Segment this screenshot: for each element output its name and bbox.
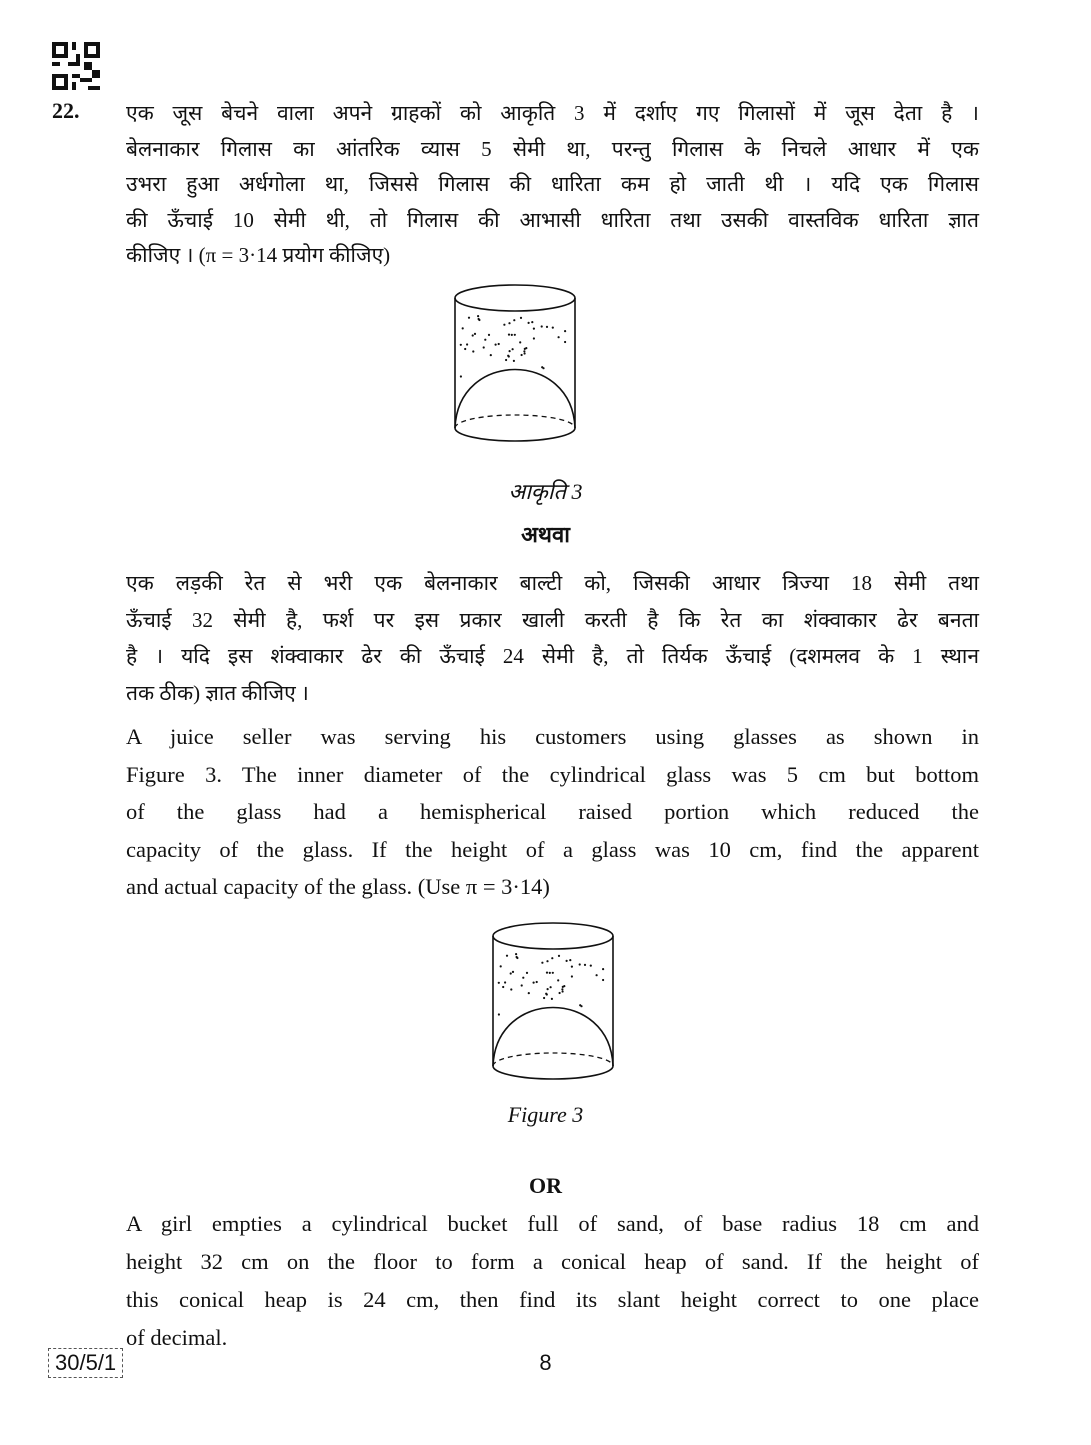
figure-3-hindi-glass: [450, 280, 580, 445]
text-line: height 32 cm on the floor to form a conical heap of sand. If the height of: [126, 1249, 979, 1274]
text-line: A juice seller was serving his customers using glasses as shown in: [126, 724, 979, 749]
text-line: A girl empties a cylindrical bucket full of sand, of base radius 18 cm and: [126, 1211, 979, 1236]
text-line: कीजिए । (π = 3·14 प्रयोग कीजिए): [126, 243, 391, 267]
figure-caption: Figure 3: [507, 1102, 584, 1127]
text-line: तक ठीक) ज्ञात कीजिए ।: [126, 680, 309, 705]
figure-3-glass: [488, 918, 618, 1083]
question-number: 22.: [52, 98, 80, 123]
or-label: OR: [529, 1173, 562, 1198]
text-line: and actual capacity of the glass. (Use π = 3·14): [126, 874, 550, 899]
text-line: this conical heap is 24 cm, then find its slant height correct to one place: [126, 1287, 979, 1312]
qr-code: [52, 42, 100, 90]
text-line: की ऊँचाई 10 सेमी थी, तो गिलास की आभासी धारिता तथा उसकी वास्तविक धारिता ज्ञात: [126, 207, 979, 232]
hindi-figure-caption: आकृति 3: [508, 479, 583, 504]
page-number: 8: [539, 1350, 552, 1375]
text-line: Figure 3. The inner diameter of the cylindrical glass was 5 cm but bottom: [126, 761, 979, 787]
text-line: है । यदि इस शंक्वाकार ढेर की ऊँचाई 24 सेमी है, तो तिर्यक ऊँचाई (दशमलव के 1 स्थान: [126, 644, 979, 668]
text-line: एक जूस बेचने वाला अपने ग्राहकों को आकृति 3 में दर्शाए गए गिलासों में जूस देता है ।: [126, 101, 979, 125]
text-line: बेलनाकार गिलास का आंतरिक व्यास 5 सेमी था, परन्तु गिलास के निचले आधार में एक: [126, 136, 979, 161]
text-line: of the glass had a hemispherical raised portion which reduced the: [126, 799, 979, 824]
hindi-or-label: अथवा: [521, 522, 570, 547]
text-line: एक लड़की रेत से भरी एक बेलनाकार बाल्टी को, जिसकी आधार त्रिज्या 18 सेमी तथा: [126, 571, 979, 595]
paper-code: 30/5/1: [48, 1348, 123, 1378]
text-line: उभरा हुआ अर्धगोला था, जिससे गिलास की धारिता कम हो जाती थी । यदि एक गिलास: [126, 172, 979, 196]
text-line: ऊँचाई 32 सेमी है, फर्श पर इस प्रकार खाली करती है कि रेत का शंक्वाकार ढेर बनता: [126, 607, 979, 632]
text-line: of decimal.: [126, 1325, 228, 1350]
text-line: capacity of the glass. If the height of a glass was 10 cm, find the apparent: [126, 836, 979, 862]
